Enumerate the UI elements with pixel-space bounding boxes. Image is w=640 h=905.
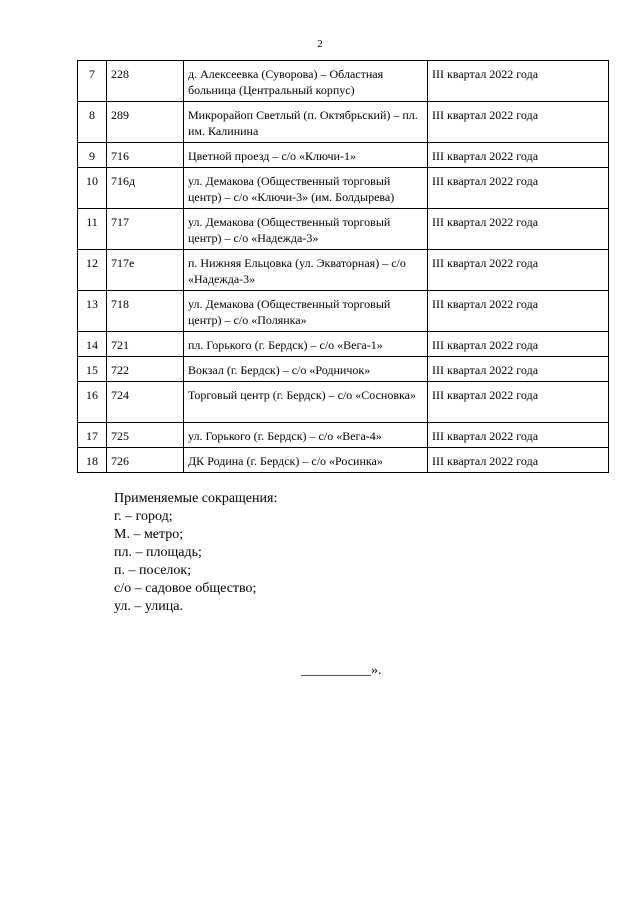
row-number-cell: 13	[78, 291, 107, 332]
row-number-cell: 10	[78, 168, 107, 209]
period-cell: III квартал 2022 года	[428, 102, 609, 143]
table-row	[78, 423, 609, 448]
table-row	[78, 61, 609, 102]
route-description-cell: п. Нижняя Ельцовка (ул. Экваторная) – с/о «Надежда-3»	[184, 250, 428, 291]
table-row	[78, 209, 609, 250]
routes-table	[77, 60, 609, 473]
row-number-cell: 11	[78, 209, 107, 250]
row-number-cell: 14	[78, 332, 107, 357]
route-number-cell: 722	[107, 357, 184, 382]
route-number-cell: 718	[107, 291, 184, 332]
table-row	[78, 291, 609, 332]
abbreviation-item: М. – метро;	[114, 527, 184, 542]
abbreviation-item: г. – город;	[114, 509, 173, 524]
closing-quote: __________».	[301, 663, 382, 678]
table-row	[78, 250, 609, 291]
route-number-cell: 717е	[107, 250, 184, 291]
table-row	[78, 168, 609, 209]
route-description-cell: ул. Демакова (Общественный торговый центр) – с/о «Ключи-3» (им. Болдырева)	[184, 168, 428, 209]
abbreviation-item: с/о – садовое общество;	[114, 581, 257, 596]
route-number-cell: 726	[107, 448, 184, 473]
table-row	[78, 102, 609, 143]
route-number-cell: 721	[107, 332, 184, 357]
table-row	[78, 357, 609, 382]
period-cell: III квартал 2022 года	[428, 291, 609, 332]
row-number-cell: 17	[78, 423, 107, 448]
route-description-cell: д. Алексеевка (Суворова) – Областная больница (Центральный корпус)	[184, 61, 428, 102]
row-number-cell: 18	[78, 448, 107, 473]
abbreviation-item: пл. – площадь;	[114, 545, 202, 560]
table-row	[78, 143, 609, 168]
period-cell: III квартал 2022 года	[428, 382, 609, 423]
route-number-cell: 724	[107, 382, 184, 423]
period-cell: III квартал 2022 года	[428, 357, 609, 382]
route-description-cell: ул. Демакова (Общественный торговый центр) – с/о «Полянка»	[184, 291, 428, 332]
row-number-cell: 7	[78, 61, 107, 102]
route-number-cell: 725	[107, 423, 184, 448]
table-row	[78, 382, 609, 423]
route-description-cell: Микрорайоп Светлый (п. Октябрьский) – пл. им. Калинина	[184, 102, 428, 143]
row-number-cell: 12	[78, 250, 107, 291]
route-description-cell: ул. Демакова (Общественный торговый центр) – с/о «Надежда-3»	[184, 209, 428, 250]
route-number-cell: 716	[107, 143, 184, 168]
route-description-cell: ДК Родина (г. Бердск) – с/о «Росинка»	[184, 448, 428, 473]
table-row	[78, 332, 609, 357]
route-description-cell: Цветной проезд – с/о «Ключи-1»	[184, 143, 428, 168]
period-cell: III квартал 2022 года	[428, 448, 609, 473]
abbreviations-title: Применяемые сокращения:	[114, 491, 278, 506]
route-number-cell: 289	[107, 102, 184, 143]
route-number-cell: 228	[107, 61, 184, 102]
period-cell: III квартал 2022 года	[428, 168, 609, 209]
route-number-cell: 717	[107, 209, 184, 250]
abbreviations-section	[114, 490, 277, 616]
route-number-cell: 716д	[107, 168, 184, 209]
row-number-cell: 9	[78, 143, 107, 168]
row-number-cell: 16	[78, 382, 107, 423]
period-cell: III квартал 2022 года	[428, 332, 609, 357]
route-description-cell: Вокзал (г. Бердск) – с/о «Родничок»	[184, 357, 428, 382]
period-cell: III квартал 2022 года	[428, 143, 609, 168]
period-cell: III квартал 2022 года	[428, 61, 609, 102]
route-description-cell: Торговый центр (г. Бердск) – с/о «Сосновка»	[184, 382, 428, 423]
route-description-cell: пл. Горького (г. Бердск) – с/о «Вега-1»	[184, 332, 428, 357]
period-cell: III квартал 2022 года	[428, 250, 609, 291]
period-cell: III квартал 2022 года	[428, 209, 609, 250]
table-row	[78, 448, 609, 473]
abbreviation-item: п. – поселок;	[114, 563, 192, 578]
period-cell: III квартал 2022 года	[428, 423, 609, 448]
abbreviation-item: ул. – улица.	[114, 599, 183, 614]
row-number-cell: 15	[78, 357, 107, 382]
page-number: 2	[317, 38, 323, 50]
row-number-cell: 8	[78, 102, 107, 143]
route-description-cell: ул. Горького (г. Бердск) – с/о «Вега-4»	[184, 423, 428, 448]
